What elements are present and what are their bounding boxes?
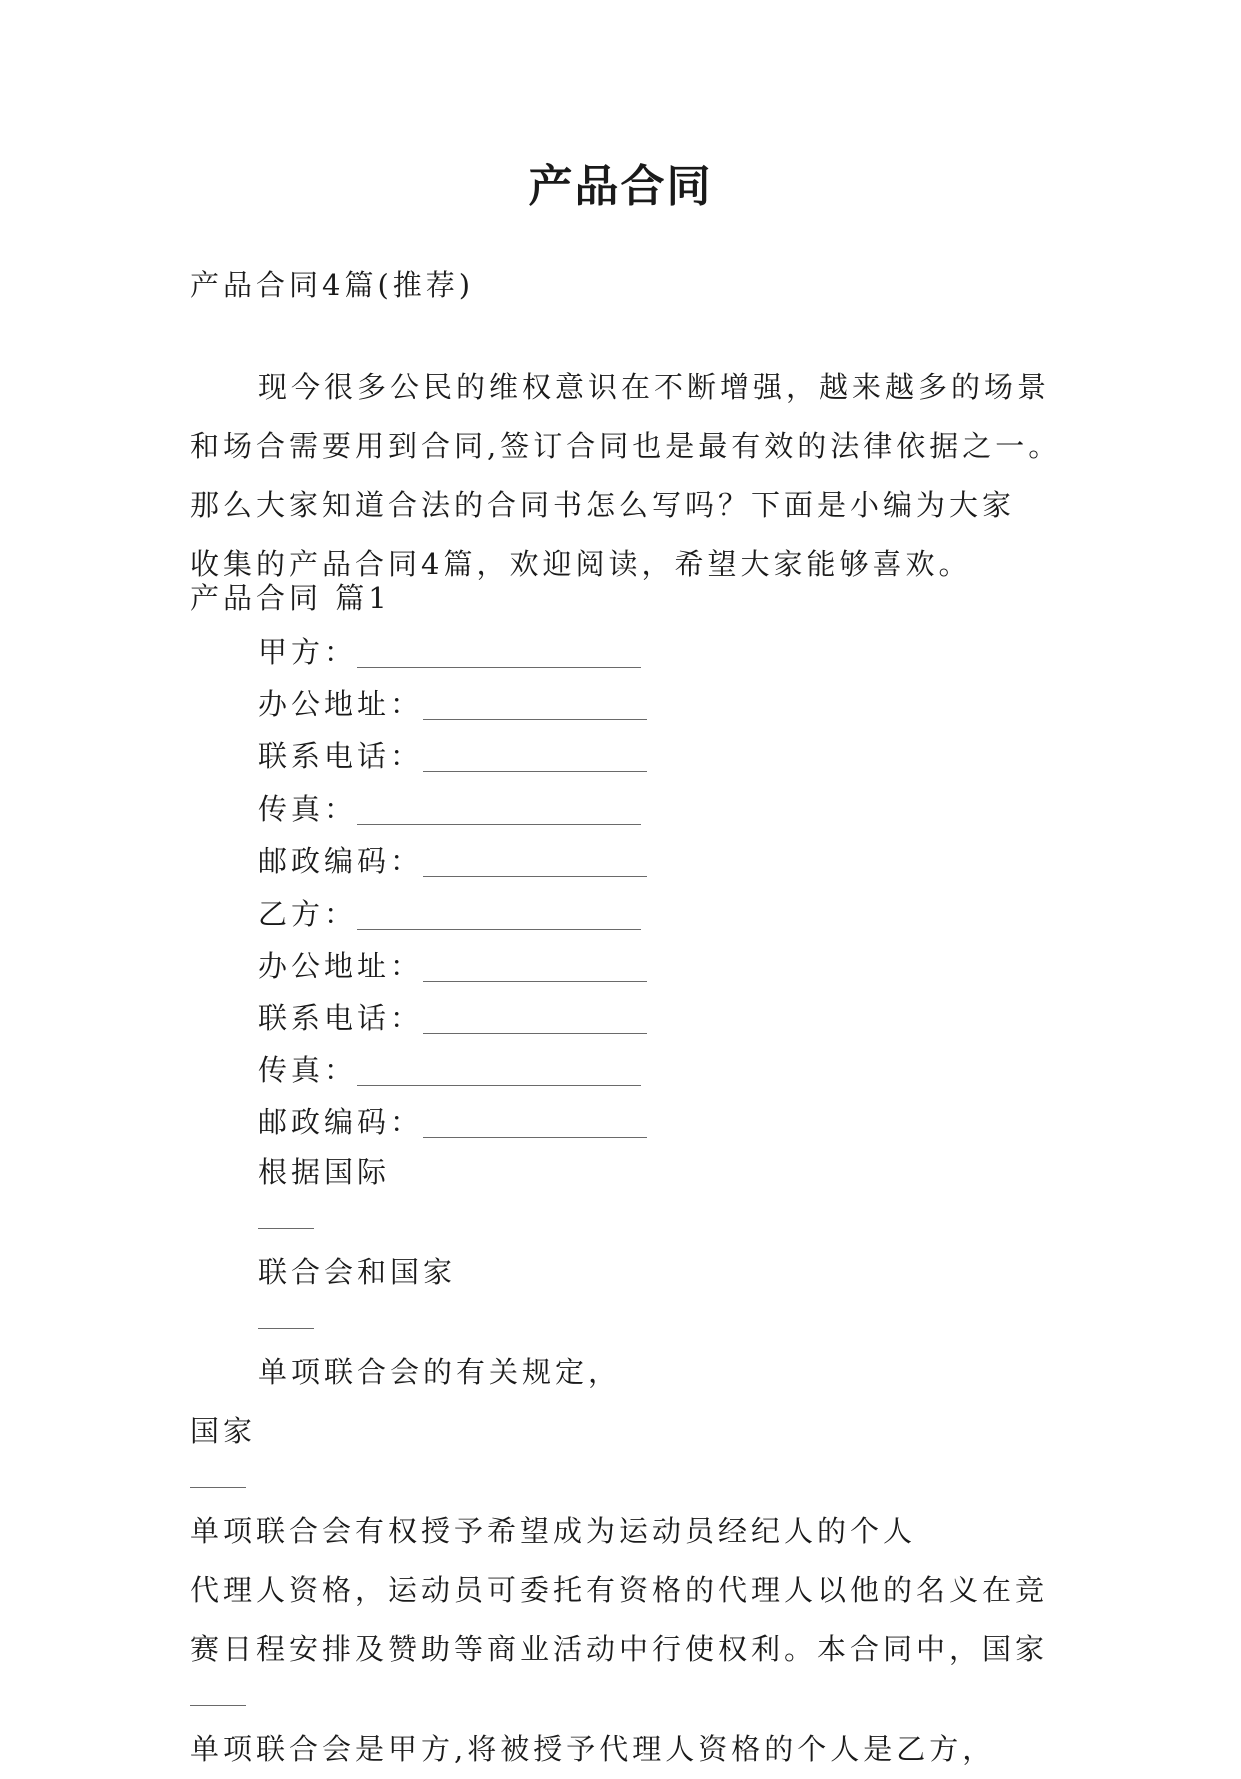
body-line: 单项联合会是甲方,将被授予代理人资格的个人是乙方， bbox=[190, 1679, 1060, 1779]
blank-line bbox=[423, 689, 647, 720]
blank-line bbox=[190, 1679, 246, 1706]
blank-line bbox=[357, 637, 641, 668]
field-party-b bbox=[258, 894, 641, 934]
intro-line: 收集的产品合同4篇，欢迎阅读，希望大家能够喜欢。 bbox=[190, 547, 972, 581]
field-label: 乙方： bbox=[258, 897, 358, 931]
field-label: 甲方： bbox=[258, 635, 358, 669]
section-heading: 产品合同 篇1 bbox=[190, 581, 391, 615]
blank-line bbox=[357, 794, 641, 825]
field-label: 办公地址： bbox=[258, 949, 424, 983]
field-postcode-b bbox=[258, 1102, 647, 1142]
body-line: 国家 单项联合会有权授予希望成为运动员经纪人的个人 bbox=[190, 1414, 917, 1548]
blank-line bbox=[423, 741, 647, 772]
blank-line bbox=[423, 846, 647, 877]
field-postcode-a bbox=[258, 841, 647, 881]
field-fax-a bbox=[258, 789, 641, 829]
blank-line bbox=[258, 1302, 314, 1329]
blank-line bbox=[357, 899, 641, 930]
field-label: 传真： bbox=[258, 792, 358, 826]
body-line: 根据国际 联合会和国家 单项联合会的有关规定， bbox=[258, 1155, 622, 1389]
blank-line bbox=[423, 951, 647, 982]
body-line: 代理人资格，运动员可委托有资格的代理人以他的名义在竞 bbox=[190, 1573, 1049, 1607]
blank-line bbox=[190, 1461, 246, 1488]
field-label: 办公地址： bbox=[258, 687, 424, 721]
intro-paragraph bbox=[190, 358, 1060, 594]
blank-line bbox=[423, 1003, 647, 1034]
intro-line: 和场合需要用到合同,签订合同也是最有效的法律依据之一。 bbox=[190, 429, 1062, 463]
field-party-a bbox=[258, 632, 641, 672]
intro-line: 现今很多公民的维权意识在不断增强，越来越多的场景 bbox=[258, 370, 1051, 404]
field-label: 传真： bbox=[258, 1053, 358, 1087]
field-fax-b bbox=[258, 1050, 641, 1090]
field-label: 邮政编码： bbox=[258, 1105, 424, 1139]
intro-line: 那么大家知道合法的合同书怎么写吗？下面是小编为大家 bbox=[190, 488, 1016, 522]
field-address-b bbox=[258, 946, 647, 986]
field-phone-b bbox=[258, 998, 647, 1038]
field-address-a bbox=[258, 684, 647, 724]
field-label: 联系电话： bbox=[258, 1001, 424, 1035]
blank-line bbox=[258, 1202, 314, 1229]
document-subtitle: 产品合同4篇(推荐) bbox=[190, 268, 475, 302]
field-label: 邮政编码： bbox=[258, 844, 424, 878]
blank-line bbox=[423, 1107, 647, 1138]
blank-line bbox=[357, 1055, 641, 1086]
field-phone-a bbox=[258, 736, 647, 776]
field-label: 联系电话： bbox=[258, 739, 424, 773]
body-line: 赛日程安排及赞助等商业活动中行使权利。本合同中，国家 bbox=[190, 1632, 1049, 1666]
body-paragraph bbox=[190, 1143, 1060, 1779]
document-title: 产品合同 bbox=[528, 161, 713, 212]
